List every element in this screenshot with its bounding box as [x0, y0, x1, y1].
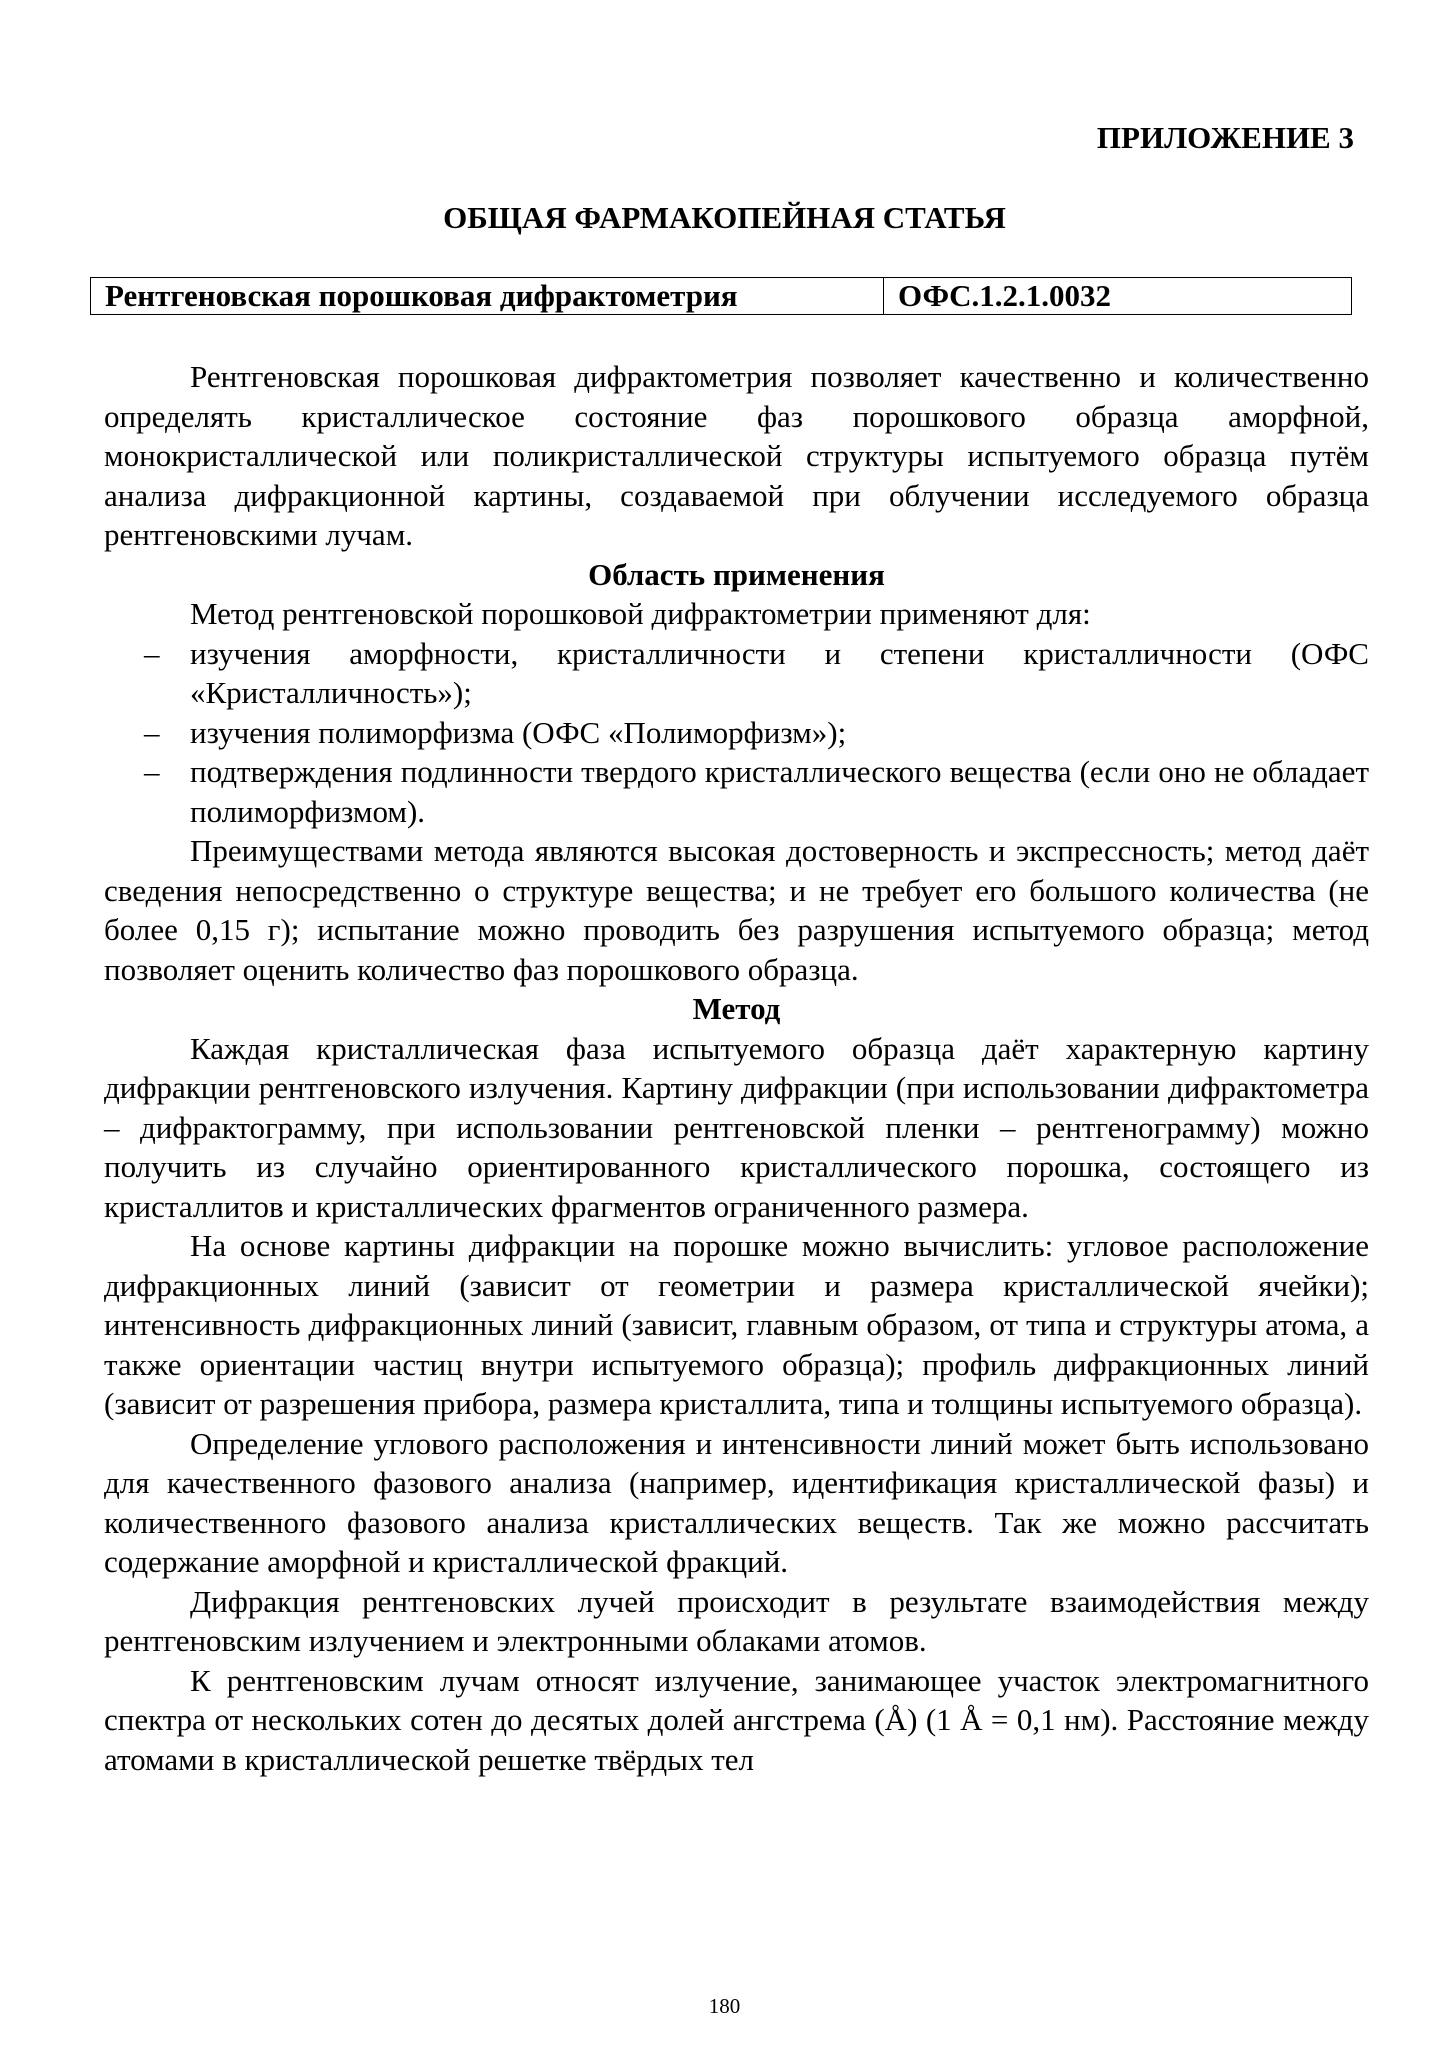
scope-list: [104, 634, 1369, 832]
bullet-dash: –: [144, 714, 160, 750]
list-item-text: изучения аморфности, кристалличности и степени кристалличности (ОФС «Кристалличность»);: [190, 635, 1369, 710]
list-item: [104, 752, 1369, 831]
list-item-text: подтверждения подлинности твердого кристаллического вещества (если оно не обладает полиморфизмом).: [190, 754, 1369, 829]
intro-paragraph: Рентгеновская порошковая дифрактометрия позволяет качественно и количественно определять кристаллическое состояние фаз порошкового образца аморфной, монокристаллической или поликристаллической структуры испытуемого образца путём анализа дифракционной картины, создаваемой при облучении исследуемого образца рентгеновскими лучам.: [104, 359, 1369, 552]
method-paragraph: На основе картины дифракции на порошке можно вычислить: угловое расположение дифракционных линий (зависит от геометрии и размера кристаллической ячейки); интенсивность дифракционных линий (зависит, главным образом, от типа и структуры атома, а также ориентации частиц внутри испытуемого образца); профиль дифракционных линий (зависит от разрешения прибора, размера кристаллита, типа и толщины испытуемого образца).: [104, 1228, 1369, 1421]
list-item: [104, 713, 1369, 753]
article-code: ОФС.1.2.1.0032: [898, 278, 1112, 313]
article-title-table: [90, 277, 1352, 315]
advantages-paragraph: Преимуществами метода являются высокая достоверность и экспрессность; метод даёт сведения непосредственно о структуре вещества; и не требует его большого количества (не более 0,15 г); испытание можно проводить без разрушения испытуемого образца; метод позволяет оценить количество фаз порошкового образца.: [104, 833, 1369, 987]
article-title: Рентгеновская порошковая дифрактометрия: [91, 278, 884, 314]
bullet-dash: –: [144, 635, 160, 671]
section-heading-method: Метод: [692, 991, 781, 1026]
method-paragraph: Определение углового расположения и интенсивности линий может быть использовано для качественного фазового анализа (например, идентификация кристаллической фазы) и количественного фазового анализа кристаллических веществ. Так же можно рассчитать содержание аморфной и кристаллической фракций.: [104, 1425, 1369, 1579]
bullet-dash: –: [144, 754, 160, 789]
section-heading-scope: Область применения: [588, 556, 885, 592]
document-type-heading: ОБЩАЯ ФАРМАКОПЕЙНАЯ СТАТЬЯ: [443, 200, 1006, 235]
list-item: [104, 634, 1369, 713]
method-paragraph: Каждая кристаллическая фаза испытуемого образца даёт характерную картину дифракции рентгеновского излучения. Картину дифракции (при использовании дифрактометра – дифрактограмму, при использовании рентгеновской пленки – рентгенограмму) можно получить из случайно ориентированного кристаллического порошка, состоящего из кристаллитов и кристаллических фрагментов ограниченного размера.: [104, 1030, 1369, 1224]
scope-lead-paragraph: Метод рентгеновской порошковой дифрактометрии применяют для:: [190, 596, 1091, 631]
page-number: 180: [708, 1994, 741, 2018]
document-body: [104, 357, 1369, 1779]
method-paragraph: Дифракция рентгеновских лучей происходит в результате взаимодействия между рентгеновским излучением и электронными облаками атомов.: [104, 1583, 1369, 1658]
list-item-text: изучения полиморфизма (ОФС «Полиморфизм»);: [190, 714, 847, 750]
appendix-label: ПРИЛОЖЕНИЕ 3: [1096, 120, 1354, 155]
method-paragraph: К рентгеновским лучам относят излучение, занимающее участок электромагнитного спектра от нескольких сотен до десятых долей ангстрема (Å) (1 Å = 0,1 нм). Расстояние между атомами в кристаллической решетке твёрдых тел: [104, 1662, 1369, 1777]
